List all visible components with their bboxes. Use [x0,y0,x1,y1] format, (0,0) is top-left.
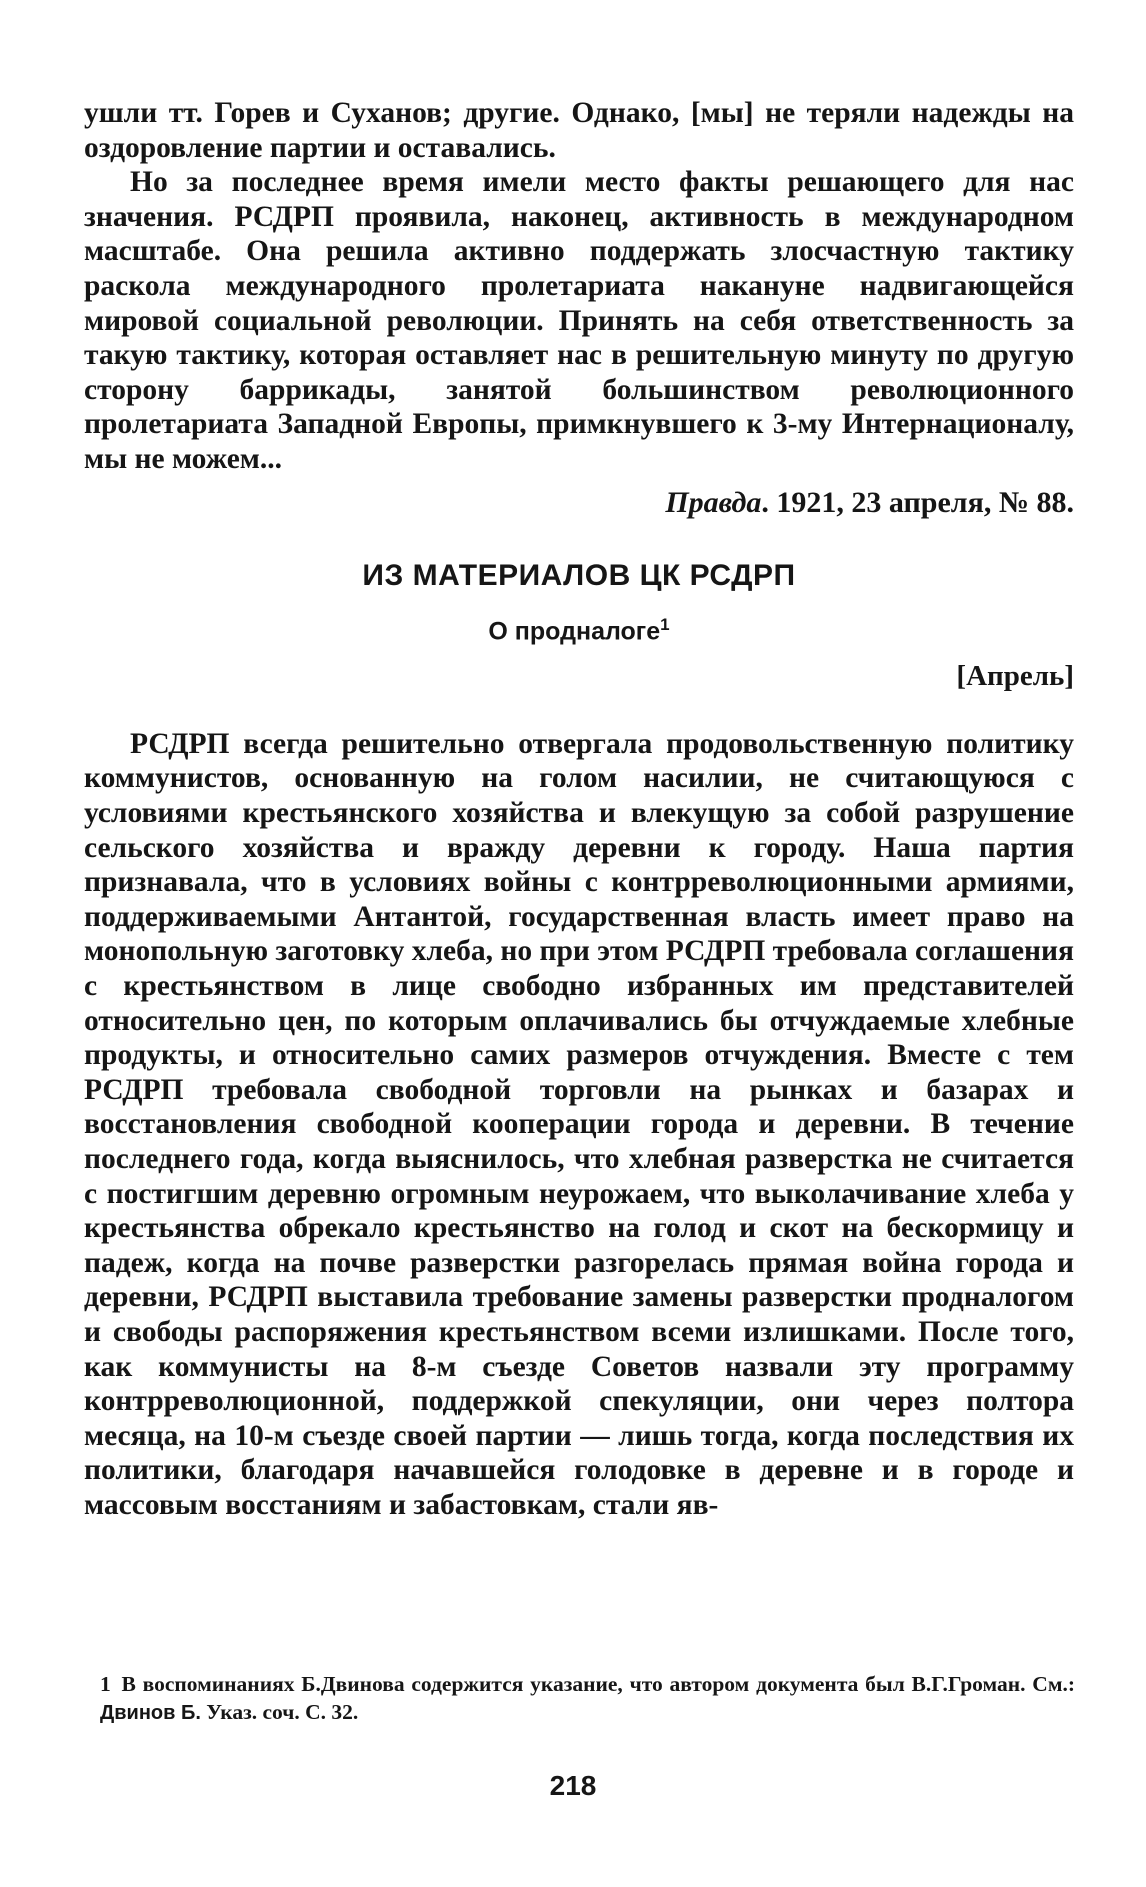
continuation-paragraph-2: Но за последнее время имели место факты решающего для нас значения. РСДРП проявила, наконец, активность в международном масштабе. Она решила активно поддержать злосчастную тактику раскола международного пролетариата накануне надвигающейся мировой социальной революции. Принять на себя ответственность за такую тактику, которая оставляет нас в решительную минуту по другую сторону баррикады, занятой большинством революционного пролетариата Западной Европы, примкнувшего к 3-му Интернационалу, мы не можем... [84,166,1074,475]
source-journal: Правда [665,485,762,519]
document-title-text: О продналоге [488,616,661,645]
source-details: . 1921, 23 апреля, № 88. [761,485,1074,519]
section-title: ИЗ МАТЕРИАЛОВ ЦК РСДРП [362,558,796,592]
document-date: [Апрель] [956,659,1074,692]
footnote-ref-rest: Указ. соч. С. 32. [206,1700,359,1724]
footnote-ref-author: Двинов Б. [100,1702,201,1724]
page-number: 218 [549,1770,597,1801]
footnote-mark: 1 [100,1672,111,1696]
page-content [84,96,1074,1523]
source-citation [84,485,1074,521]
footnote-text: В воспоминаниях Б.Двинова содержится указание, что автором документа был В.Г.Громан. См.: [121,1672,1075,1696]
continuation-paragraph-1: ушли тт. Горев и Суханов; другие. Однако, [мы] не теряли надежды на оздоровление партии и оставались. [84,97,1074,164]
footnote [100,1670,1075,1727]
document-title [84,615,1074,646]
footnote-reference: 1 [660,614,670,634]
document-body: РСДРП всегда решительно отвергала продовольственную политику коммунистов, основанную на голом насилии, не считающуюся с условиями крестьянского хозяйства и влекущую за собой разрушение сельского хозяйства и вражду деревни к городу. Наша партия признавала, что в условиях войны с контрреволюционными армиями, поддерживаемыми Антантой, государственная власть имеет право на монопольную заготовку хлеба, но при этом РСДРП требовала соглашения с крестьянством в лице свободно избранных им представителей относительно цен, по которым оплачивались бы отчуждаемые хлебные продукты, и относительно самих размеров отчуждения. Вместе с тем РСДРП требовала свободной торговли на рынках и базарах и восстановления свободной кооперации города и деревни. В течение последнего года, когда выяснилось, что хлебная разверстка не считается с постигшим деревню огромным неурожаем, что выколачивание хлеба у крестьянства обрекало крестьянство на голод и скот на бескормицу и падеж, когда на почве разверстки разгорелась прямая война города и деревни, РСДРП выставила требование замены разверстки продналогом и свободы распоряжения крестьянством всеми излишками. После того, как коммунисты на 8-м съезде Советов назвали эту программу контрреволюционной, поддержкой спекуляции, они через полтора месяца, на 10-м съезде своей партии — лишь тогда, когда последствия их политики, благодаря начавшейся голодовке в деревне и в городе и массовым восстаниям и забастовкам, стали яв- [84,727,1074,1521]
